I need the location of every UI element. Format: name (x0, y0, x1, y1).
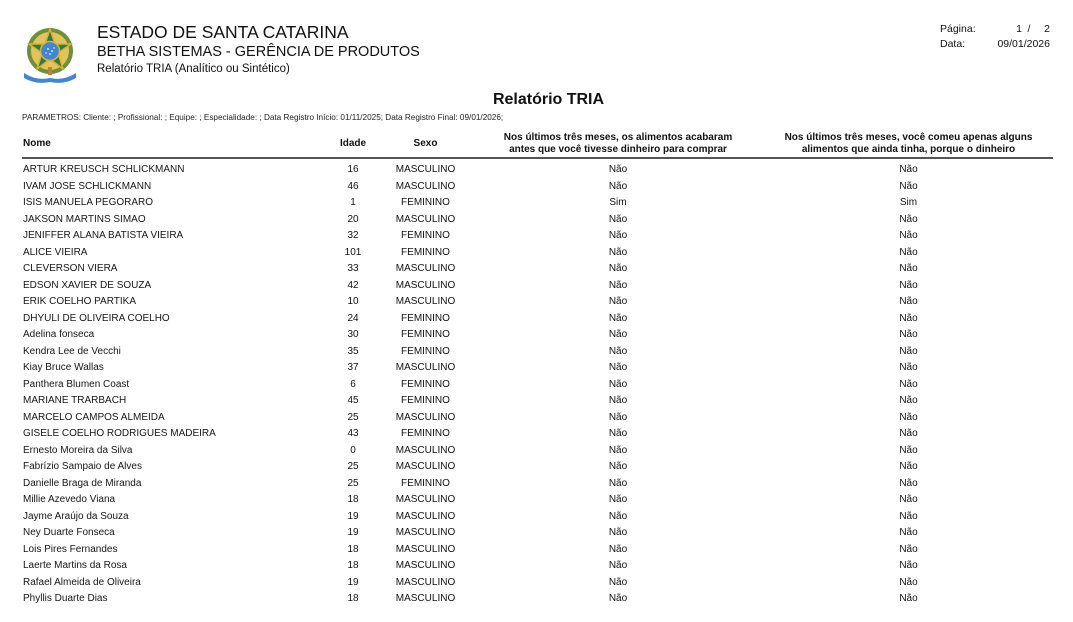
cell-age: 32 (347, 230, 359, 242)
cell-sex: FEMININO (401, 477, 450, 489)
table-row (22, 278, 1053, 295)
cell-question-1: Não (608, 428, 628, 440)
cell-name: JENIFFER ALANA BATISTA VIEIRA (23, 230, 184, 242)
cell-age: 25 (347, 477, 359, 489)
cell-name: Ernesto Moreira da Silva (23, 444, 133, 456)
table-row (22, 360, 1053, 377)
table-row (22, 525, 1053, 542)
cell-sex: MASCULINO (395, 180, 456, 192)
cell-age: 18 (347, 560, 359, 572)
cell-question-1: Não (608, 296, 628, 308)
cell-name: Panthera Blumen Coast (23, 378, 130, 390)
cell-sex: MASCULINO (395, 263, 456, 275)
cell-question-2: Não (899, 444, 918, 456)
page-separator: / (1027, 23, 1031, 35)
cell-question-2: Não (899, 279, 918, 291)
report-table (22, 125, 1053, 608)
table-row (22, 558, 1053, 575)
cell-sex: FEMININO (401, 329, 450, 341)
report-subtitle: Relatório TRIA (Analítico ou Sintético) (97, 63, 290, 75)
cell-sex: MASCULINO (395, 213, 456, 225)
table-row (22, 426, 1053, 443)
cell-age: 37 (347, 362, 359, 374)
cell-age: 16 (347, 164, 359, 176)
cell-name: ISIS MANUELA PEGORARO (23, 197, 154, 209)
cell-question-2: Não (899, 312, 918, 324)
table-row (22, 228, 1053, 245)
cell-name: Danielle Braga de Miranda (23, 477, 142, 489)
cell-question-2: Não (899, 560, 918, 572)
table-row (22, 393, 1053, 410)
cell-name: DHYULI DE OLIVEIRA COELHO (23, 312, 170, 324)
cell-name: ALICE VIEIRA (23, 246, 88, 258)
cell-sex: FEMININO (401, 378, 450, 390)
cell-question-2: Não (899, 296, 918, 308)
state-name: ESTADO DE SANTA CATARINA (97, 22, 349, 42)
table-row (22, 162, 1053, 179)
cell-question-2: Não (899, 461, 918, 473)
cell-question-2: Não (899, 362, 918, 374)
report-meta (940, 22, 1050, 52)
table-row (22, 327, 1053, 344)
cell-question-2: Não (899, 593, 918, 605)
organization-name: BETHA SISTEMAS - GERÊNCIA DE PRODUTOS (97, 44, 420, 60)
cell-sex: MASCULINO (395, 444, 456, 456)
cell-sex: FEMININO (401, 345, 450, 357)
table-row (22, 476, 1053, 493)
table-row (22, 443, 1053, 460)
cell-question-2: Não (899, 246, 918, 258)
table-body (22, 159, 1053, 608)
cell-question-2: Não (899, 378, 918, 390)
cell-age: 19 (347, 510, 359, 522)
cell-question-1: Não (608, 477, 628, 489)
page-current: 1 (1016, 23, 1022, 35)
cell-question-1: Não (608, 494, 628, 506)
cell-question-1: Não (608, 263, 628, 275)
cell-sex: MASCULINO (395, 279, 456, 291)
cell-sex: FEMININO (401, 428, 450, 440)
cell-sex: FEMININO (401, 230, 450, 242)
table-row (22, 294, 1053, 311)
cell-age: 6 (350, 378, 356, 390)
cell-question-1: Não (608, 164, 628, 176)
cell-question-1: Não (608, 213, 628, 225)
cell-question-1: Não (608, 246, 628, 258)
cell-question-2: Não (899, 345, 918, 357)
table-row (22, 212, 1053, 229)
cell-question-1: Não (608, 576, 628, 588)
cell-question-2: Não (899, 576, 918, 588)
cell-age: 101 (344, 246, 362, 258)
cell-age: 46 (347, 180, 359, 192)
page-number (1006, 22, 1050, 37)
cell-question-2: Não (899, 411, 918, 423)
cell-name: ARTUR KREUSCH SCHLICKMANN (23, 164, 185, 176)
cell-name: Kendra Lee de Vecchi (23, 345, 121, 357)
cell-question-2: Não (899, 329, 918, 341)
column-header-sex: Sexo (413, 137, 438, 149)
cell-sex: MASCULINO (395, 362, 456, 374)
cell-question-2: Não (899, 527, 918, 539)
cell-question-1: Não (608, 444, 628, 456)
cell-question-1: Não (608, 279, 628, 291)
cell-question-2: Não (899, 510, 918, 522)
cell-question-1: Não (608, 527, 628, 539)
cell-age: 33 (347, 263, 359, 275)
cell-question-1: Não (608, 510, 628, 522)
table-row (22, 261, 1053, 278)
table-row (22, 509, 1053, 526)
report-parameters: PARAMETROS: Cliente: ; Profissional: ; Equipe: ; Especialidade: ; Data Registro Início: 01/11/2025; Data Registro Final: 09/01/2026; (22, 113, 504, 122)
cell-age: 19 (347, 527, 359, 539)
cell-name: MARIANE TRARBACH (23, 395, 127, 407)
cell-question-1: Não (608, 395, 628, 407)
column-header-question-2 (763, 132, 1054, 155)
cell-age: 18 (347, 593, 359, 605)
column-header-name: Nome (23, 137, 51, 149)
table-header (22, 125, 1053, 159)
cell-question-2: Não (899, 494, 918, 506)
cell-question-1: Não (608, 312, 628, 324)
cell-question-1: Não (608, 180, 628, 192)
cell-name: Fabrízio Sampaio de Alves (23, 461, 142, 473)
cell-age: 30 (347, 329, 359, 341)
report-title: Relatório TRIA (492, 91, 605, 108)
cell-question-1: Não (608, 411, 628, 423)
table-row (22, 410, 1053, 427)
cell-question-2: Não (899, 263, 918, 275)
cell-question-1: Não (608, 329, 628, 341)
cell-question-1: Não (608, 362, 628, 374)
cell-age: 25 (347, 461, 359, 473)
cell-question-2: Não (899, 180, 918, 192)
cell-name: JAKSON MARTINS SIMAO (23, 213, 146, 225)
cell-name: Kiay Bruce Wallas (23, 362, 104, 374)
cell-age: 10 (347, 296, 359, 308)
cell-sex: FEMININO (401, 312, 450, 324)
page-info (940, 22, 1050, 37)
cell-name: Jayme Araújo da Souza (23, 510, 129, 522)
table-row (22, 575, 1053, 592)
page-label: Página: (940, 23, 976, 35)
cell-sex: MASCULINO (395, 411, 456, 423)
cell-sex: MASCULINO (395, 494, 456, 506)
table-row (22, 179, 1053, 196)
table-row (22, 195, 1053, 212)
cell-question-2: Não (899, 428, 918, 440)
column-header-age: Idade (339, 137, 367, 149)
cell-question-2: Não (899, 213, 918, 225)
cell-name: Millie Azevedo Viana (23, 494, 116, 506)
table-row (22, 459, 1053, 476)
date-info (940, 37, 1050, 52)
cell-age: 18 (347, 494, 359, 506)
cell-sex: MASCULINO (395, 461, 456, 473)
table-row (22, 377, 1053, 394)
table-row (22, 591, 1053, 608)
cell-name: Lois Pires Fernandes (23, 543, 118, 555)
cell-age: 24 (347, 312, 359, 324)
cell-name: GISELE COELHO RODRIGUES MADEIRA (23, 428, 216, 440)
cell-age: 35 (347, 345, 359, 357)
column-header-question-1 (473, 132, 763, 155)
cell-sex: FEMININO (401, 246, 450, 258)
cell-name: Phyllis Duarte Dias (23, 593, 108, 605)
cell-name: ERIK COELHO PARTIKA (23, 296, 136, 308)
cell-question-1: Sim (609, 197, 627, 209)
cell-question-1: Não (608, 461, 628, 473)
date-label: Data: (940, 38, 966, 50)
cell-question-1: Não (608, 560, 628, 572)
cell-age: 42 (347, 279, 359, 291)
cell-age: 20 (347, 213, 359, 225)
cell-question-2: Sim (899, 197, 918, 209)
cell-name: MARCELO CAMPOS ALMEIDA (23, 411, 165, 423)
cell-question-1: Não (608, 593, 628, 605)
cell-sex: MASCULINO (395, 510, 456, 522)
cell-question-2: Não (899, 164, 918, 176)
cell-sex: MASCULINO (395, 576, 456, 588)
cell-name: Rafael Almeida de Oliveira (23, 576, 141, 588)
date-value: 09/01/2026 (997, 38, 1050, 50)
cell-sex: FEMININO (401, 395, 450, 407)
column-header-question-1-line-2: antes que você tivesse dinheiro para comprar (509, 143, 727, 155)
cell-age: 25 (347, 411, 359, 423)
column-header-question-2-line-1: Nos últimos três meses, você comeu apenas alguns (784, 132, 1033, 143)
cell-sex: MASCULINO (395, 296, 456, 308)
cell-name: Laerte Martins da Rosa (23, 560, 127, 572)
cell-question-2: Não (899, 230, 918, 242)
cell-sex: MASCULINO (395, 527, 456, 539)
cell-question-1: Não (608, 230, 628, 242)
cell-age: 0 (350, 444, 356, 456)
cell-age: 19 (347, 576, 359, 588)
cell-question-1: Não (608, 345, 628, 357)
cell-name: CLEVERSON VIERA (23, 263, 118, 275)
cell-age: 45 (347, 395, 359, 407)
cell-name: EDSON XAVIER DE SOUZA (23, 279, 152, 291)
table-row (22, 344, 1053, 361)
table-row (22, 542, 1053, 559)
cell-question-1: Não (608, 378, 628, 390)
cell-name: IVAM JOSE SCHLICKMANN (23, 180, 152, 192)
table-row (22, 311, 1053, 328)
cell-question-2: Não (899, 395, 918, 407)
table-row (22, 245, 1053, 262)
cell-name: Adelina fonseca (23, 329, 95, 341)
cell-sex: MASCULINO (395, 593, 456, 605)
column-header-question-1-line-1: Nos últimos três meses, os alimentos acabaram (503, 132, 733, 143)
cell-name: Ney Duarte Fonseca (23, 527, 115, 539)
table-row (22, 492, 1053, 509)
cell-sex: MASCULINO (395, 164, 456, 176)
cell-sex: FEMININO (401, 197, 450, 209)
page-total: 2 (1044, 23, 1050, 35)
cell-age: 18 (347, 543, 359, 555)
brazil-coat-of-arms-icon (22, 25, 78, 85)
cell-age: 43 (347, 428, 359, 440)
cell-sex: MASCULINO (395, 560, 456, 572)
cell-sex: MASCULINO (395, 543, 456, 555)
cell-question-2: Não (899, 477, 918, 489)
cell-age: 1 (350, 197, 356, 209)
column-header-question-2-line-2: alimentos que ainda tinha, porque o dinheiro (801, 143, 1016, 155)
cell-question-2: Não (899, 543, 918, 555)
cell-question-1: Não (608, 543, 628, 555)
